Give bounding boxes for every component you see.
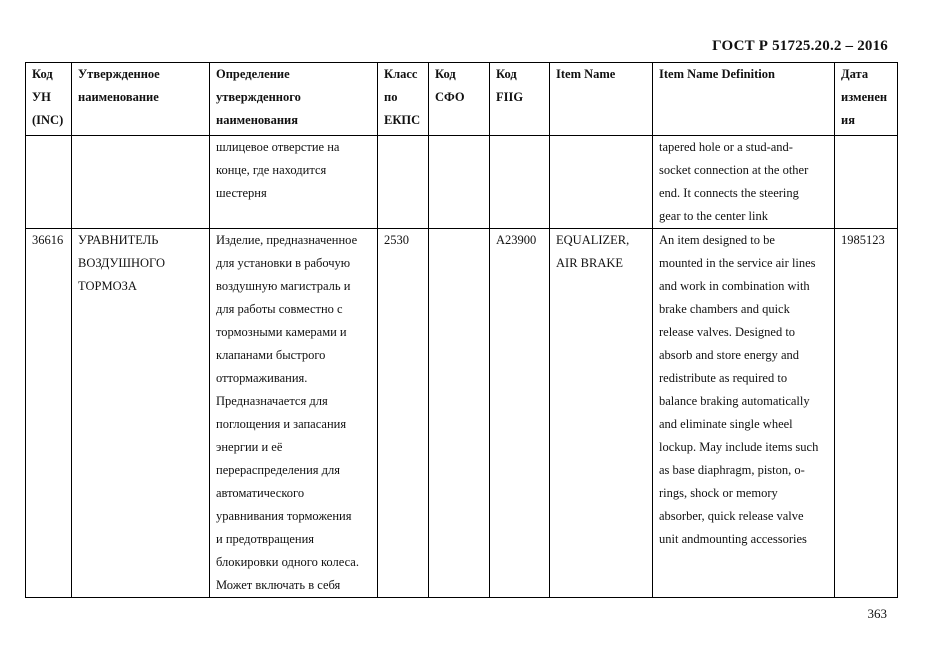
cell-text-line: по — [384, 90, 398, 104]
cell-text-line: Утвержденное — [78, 67, 160, 81]
cell-sfo — [429, 229, 490, 598]
cell-definition — [210, 136, 378, 229]
cell-text-line: Изделие, предназначенное — [216, 233, 358, 247]
cell-text-line: наименование — [78, 90, 159, 104]
cell-inc — [26, 136, 72, 229]
cell-text-line: socket connection at the other — [659, 163, 809, 177]
cell-text-line: AIR BRAKE — [556, 256, 624, 270]
cell-text-line: ТОРМОЗА — [78, 279, 137, 293]
cell-text-line: An item designed to be — [659, 233, 775, 247]
cell-text-line: gear to the center link — [659, 209, 768, 223]
cell-text-line: УРАВНИТЕЛЬ — [78, 233, 159, 247]
cell-text-line: brake chambers and quick — [659, 302, 790, 316]
cell-text-line: и предотвращения — [216, 532, 315, 546]
cell-fiig — [490, 229, 550, 598]
cell-text-line: шестерня — [216, 186, 267, 200]
cell-item-definition — [653, 136, 835, 229]
cell-text-line: поглощения и запасания — [216, 417, 347, 431]
cell-text-line: для работы совместно с — [216, 302, 343, 316]
cell-text-line: утвержденного — [216, 90, 301, 104]
cell-text-line: absorber, quick release valve — [659, 509, 804, 523]
cell-text-line: Item Name — [556, 67, 616, 81]
cell-text-line: FIIG — [496, 90, 524, 104]
cell-text-line: release valves. Designed to — [659, 325, 796, 339]
column-header-approved-name — [72, 63, 210, 136]
column-header-item-name — [550, 63, 653, 136]
cell-text-line: ВОЗДУШНОГО — [78, 256, 165, 270]
cell-text-line: уравнивания торможения — [216, 509, 352, 523]
registry-table — [25, 62, 898, 598]
table-header-row — [26, 63, 898, 136]
table-row — [26, 136, 898, 229]
cell-text-line: тормозными камерами и — [216, 325, 347, 339]
column-header-fiig — [490, 63, 550, 136]
cell-text-line: изменен — [841, 90, 888, 104]
cell-text-line: Item Name Definition — [659, 67, 775, 81]
cell-text-line: блокировки одного колеса. — [216, 555, 359, 569]
cell-text-line: and eliminate single wheel — [659, 417, 793, 431]
column-header-date — [835, 63, 898, 136]
cell-text-line: lockup. May include items such — [659, 440, 819, 454]
cell-approved-name — [72, 136, 210, 229]
cell-date — [835, 136, 898, 229]
cell-text-line: redistribute as required to — [659, 371, 788, 385]
cell-text-line: конце, где находится — [216, 163, 327, 177]
table-row — [26, 229, 898, 598]
cell-text-line: Класс — [384, 67, 418, 81]
cell-text-line: Предназначается для — [216, 394, 328, 408]
cell-definition — [210, 229, 378, 598]
column-header-sfo — [429, 63, 490, 136]
column-header-item-definition — [653, 63, 835, 136]
column-header-class — [378, 63, 429, 136]
page-number: 363 — [867, 606, 887, 621]
cell-item-name — [550, 229, 653, 598]
cell-text-line: воздушную магистраль и — [216, 279, 351, 293]
cell-text-line: перераспределения для — [216, 463, 340, 477]
cell-text-line: Может включать в себя — [216, 578, 341, 592]
cell-text-line: Определение — [216, 67, 290, 81]
cell-text-line: СФО — [435, 90, 465, 104]
cell-text-line: end. It connects the steering — [659, 186, 799, 200]
cell-text-line: Код — [435, 67, 456, 81]
cell-text-line: Код — [496, 67, 517, 81]
cell-text-line: A23900 — [496, 233, 537, 247]
cell-text-line: unit andmounting accessories — [659, 532, 807, 546]
cell-text-line: ия — [841, 113, 855, 127]
cell-text-line: 1985123 — [841, 233, 885, 247]
cell-text-line: tapered hole or a stud-and- — [659, 140, 793, 154]
cell-text-line: Код — [32, 67, 53, 81]
cell-text-line: УН — [32, 90, 51, 104]
cell-text-line: шлицевое отверстие на — [216, 140, 340, 154]
cell-class — [378, 229, 429, 598]
cell-item-definition — [653, 229, 835, 598]
cell-text-line: наименования — [216, 113, 299, 127]
cell-text-line: EQUALIZER, — [556, 233, 630, 247]
cell-text-line: (INC) — [32, 113, 64, 127]
cell-text-line: клапанами быстрого — [216, 348, 326, 362]
cell-approved-name — [72, 229, 210, 598]
cell-text-line: 2530 — [384, 233, 409, 247]
cell-item-name — [550, 136, 653, 229]
cell-text-line: mounted in the service air lines — [659, 256, 816, 270]
cell-fiig — [490, 136, 550, 229]
cell-sfo — [429, 136, 490, 229]
column-header-definition — [210, 63, 378, 136]
cell-text-line: для установки в рабочую — [216, 256, 351, 270]
cell-text-line: as base diaphragm, piston, o- — [659, 463, 805, 477]
cell-text-line: rings, shock or memory — [659, 486, 778, 500]
cell-text-line: Дата — [841, 67, 869, 81]
document-standard-header: ГОСТ Р 51725.20.2 – 2016 — [712, 38, 888, 54]
cell-text-line: энергии и её — [216, 440, 283, 454]
cell-class — [378, 136, 429, 229]
cell-text-line: 36616 — [32, 233, 64, 247]
cell-text-line: and work in combination with — [659, 279, 810, 293]
cell-text-line: ЕКПС — [384, 113, 421, 127]
column-header-inc — [26, 63, 72, 136]
cell-text-line: автоматического — [216, 486, 305, 500]
cell-text-line: absorb and store energy and — [659, 348, 800, 362]
cell-inc — [26, 229, 72, 598]
cell-date — [835, 229, 898, 598]
cell-text-line: balance braking automatically — [659, 394, 810, 408]
cell-text-line: оттормаживания. — [216, 371, 308, 385]
